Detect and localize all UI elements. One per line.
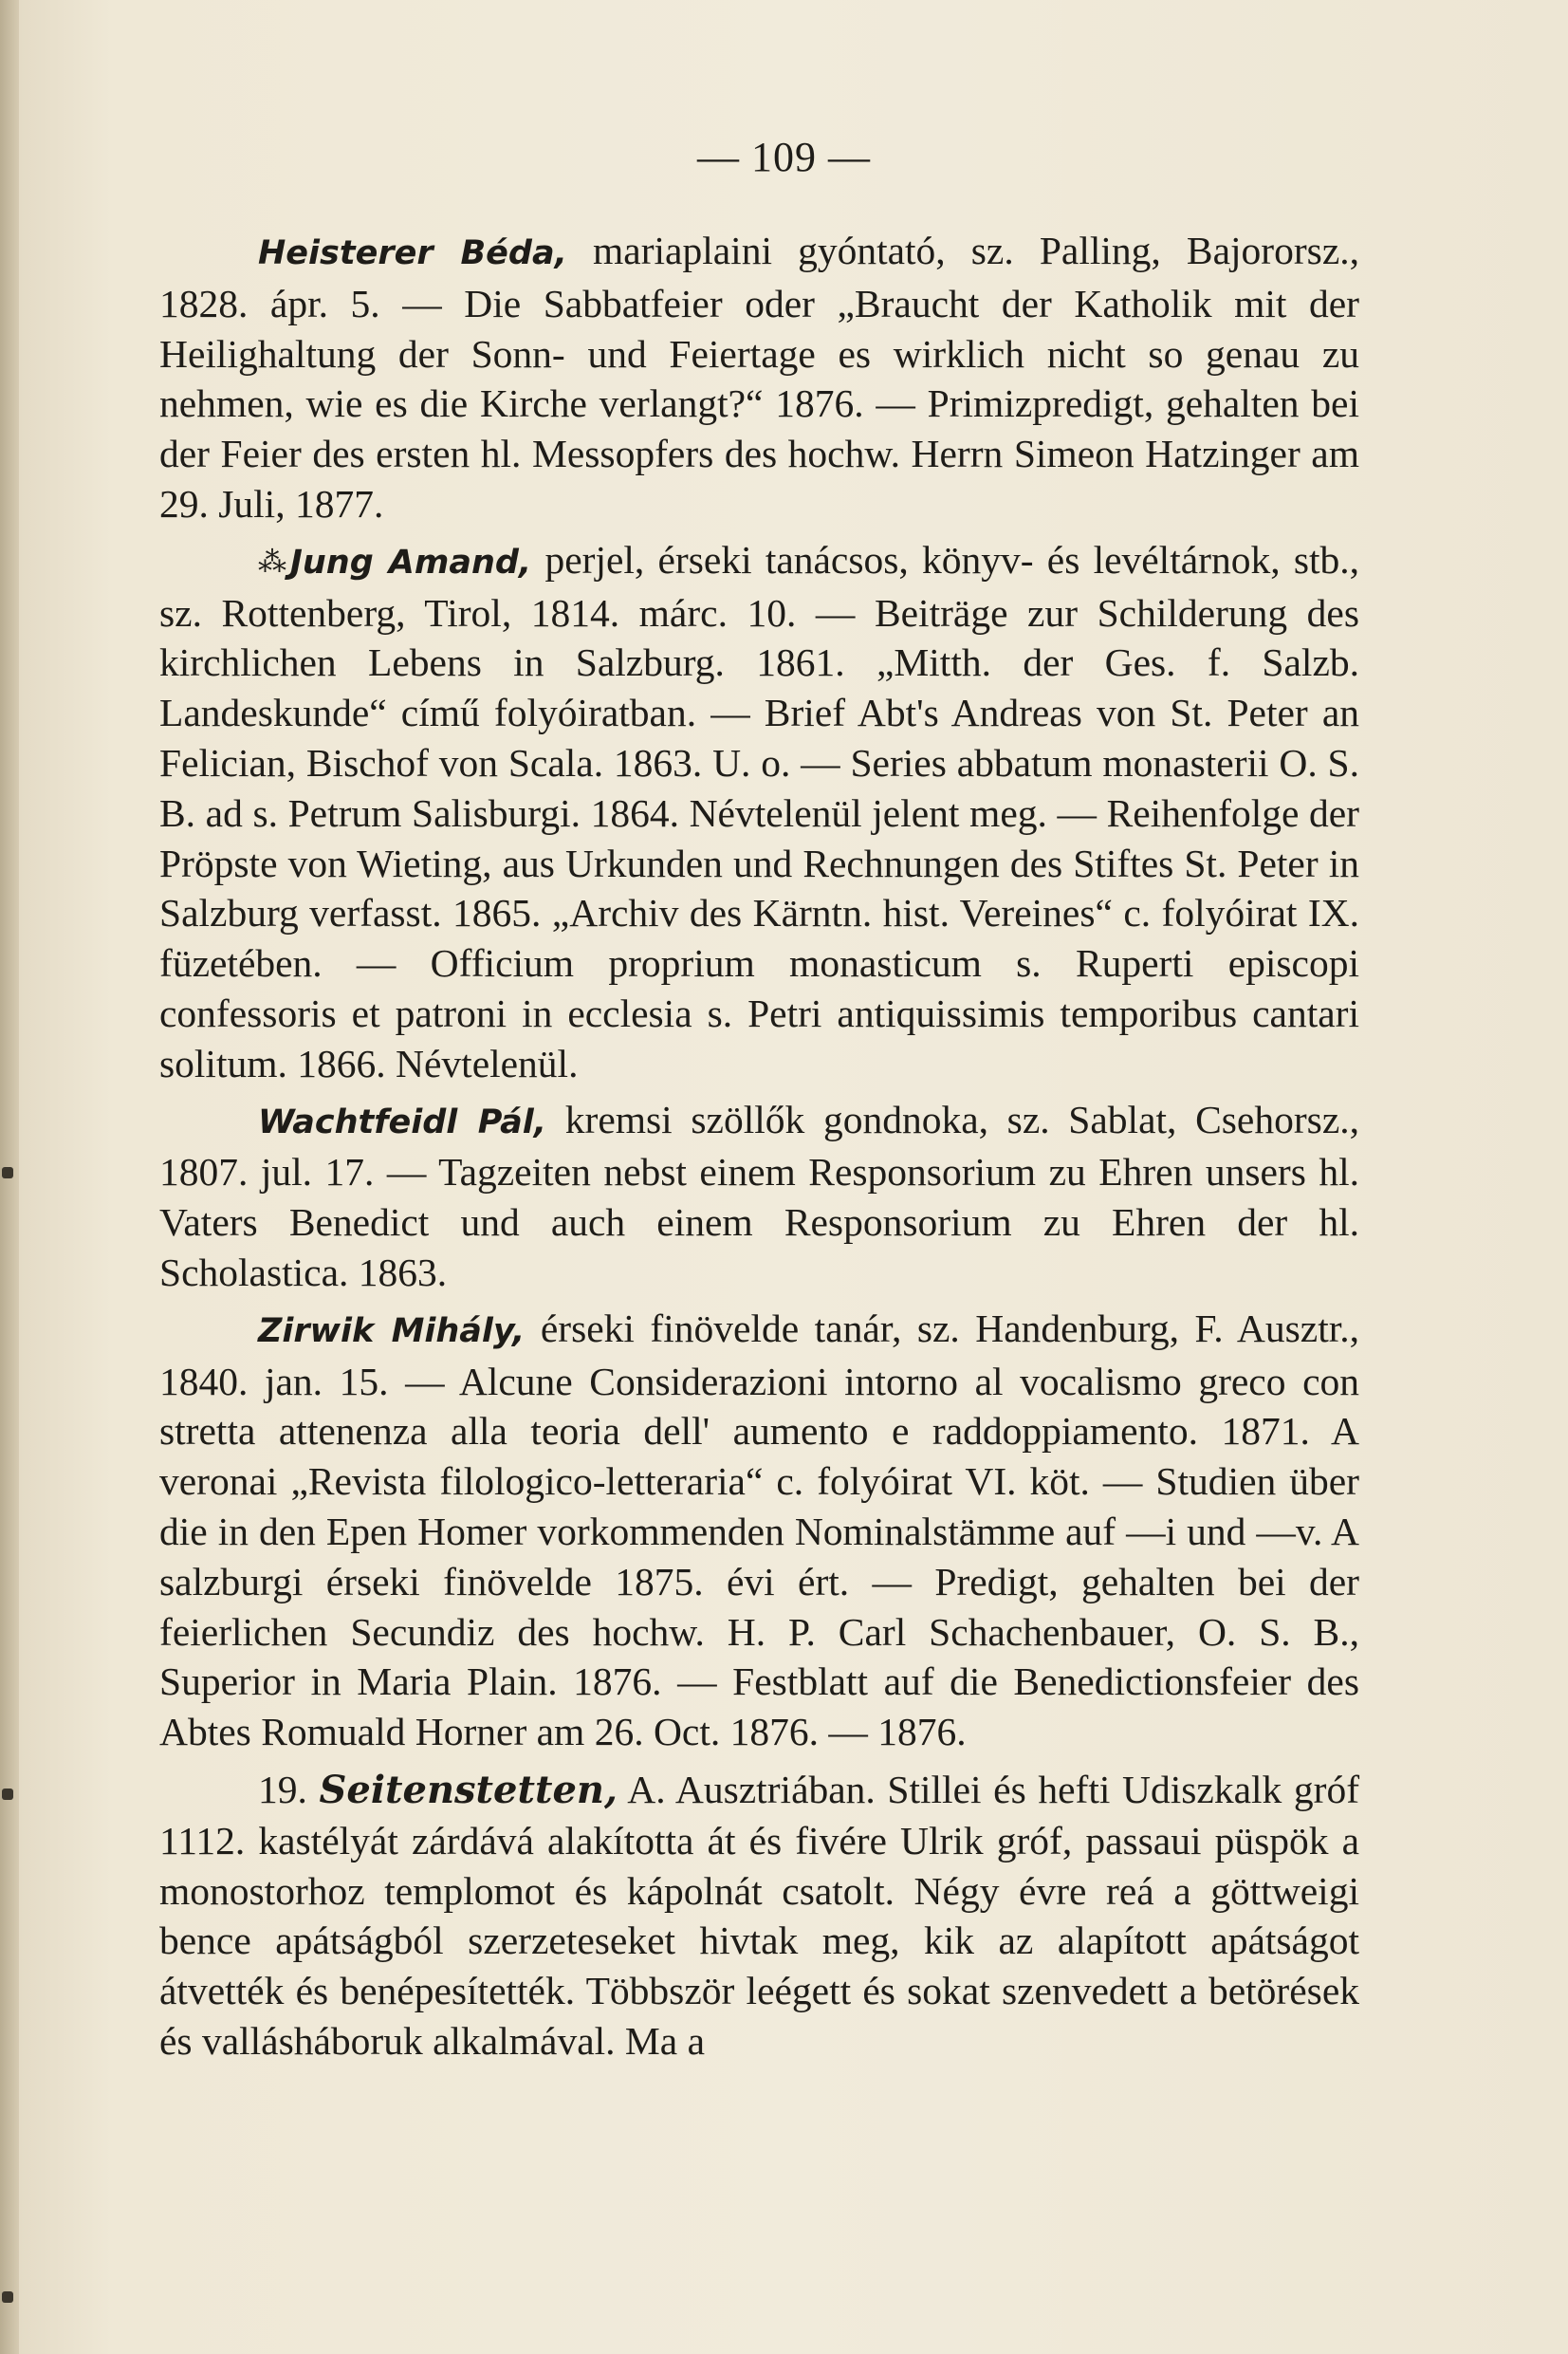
section-seitenstetten: [159, 1765, 1359, 2067]
entry-name: Jung Amand,: [289, 543, 532, 582]
section-number: 19.: [258, 1767, 320, 1811]
section-place: Seitenstetten,: [319, 1767, 618, 1812]
body-text: [159, 226, 1359, 2072]
margin-mark: [2, 1167, 13, 1178]
entry-heisterer: [159, 226, 1359, 529]
entry-name: Zirwik Mihály,: [258, 1311, 526, 1350]
asterisk-mark: ⁂: [258, 546, 290, 578]
entry-name: Wachtfeidl Pál,: [258, 1103, 547, 1141]
margin-mark: [2, 2291, 13, 2303]
page-number: — 109 —: [697, 134, 871, 180]
entry-zirwik: [159, 1304, 1359, 1757]
section-text: A. Ausztriában. Stillei és hefti Udiszkalk gróf 1112. kastélyát zárdává alakította át és fivére Ulrik gróf, passaui püspök a monostorhoz templomot és kápolnát csatolt. Négy évre reá a göttweigi bence apátságból szerzeteseket hivtak meg, kik az alapított apátságot átvették és benépesítették. Többször leégett és sokat szenvedett a betörések és vallásháboruk alkalmával. Ma a: [159, 1767, 1360, 2063]
entry-text: mariaplaini gyóntató, sz. Palling, Bajororsz., 1828. ápr. 5. — Die Sabbatfeier oder „Braucht der Katholik mit der Heilighaltung der Sonn- und Feiertage es wirklich nicht so genau zu nehmen, wie es die Kirche verlangt?“ 1876. — Primizpredigt, gehalten bei der Feier des ersten hl. Messopfers des hochw. Herrn Simeon Hatzinger am 29. Juli, 1877.: [159, 229, 1359, 526]
entry-wachtfeidl: [159, 1095, 1359, 1298]
entry-text: kremsi szöllők gondnoka, sz. Sablat, Csehorsz., 1807. jul. 17. — Tagzeiten nebst einem Responsorium zu Ehren unsers hl. Vaters Benedict und auch einem Responsorium zu Ehren der hl. Scholastica. 1863.: [159, 1097, 1359, 1294]
entry-name: Heisterer Béda,: [258, 234, 567, 272]
margin-mark: [2, 1789, 13, 1800]
entry-jung: [159, 535, 1359, 1089]
entry-text: perjel, érseki tanácsos, könyv- és levéltárnok, stb., sz. Rottenberg, Tirol, 1814. márc. 10. — Beiträge zur Schilderung des kirchlichen Lebens in Salzburg. 1861. „Mitth. der Ges. f. Salzb. Landeskunde“ című folyóiratban. — Brief Abt's Andreas von St. Peter an Felician, Bischof von Scala. 1863. U. o. — Series abbatum monasterii O. S. B. ad s. Petrum Salisburgi. 1864. Névtelenül jelent meg. — Reihenfolge der Pröpste von Wieting, aus Urkunden und Rechnungen des Stiftes St. Peter in Salzburg verfasst. 1865. „Archiv des Kärntn. hist. Vereines“ c. folyóirat IX. füzetében. — Officium proprium monasticum s. Ruperti episcopi confessoris et patroni in ecclesia s. Petri antiquissimis temporibus cantari solitum. 1866. Névtelenül.: [159, 537, 1360, 1085]
entry-text: érseki finövelde tanár, sz. Handenburg, F. Ausztr., 1840. jan. 15. — Alcune Considerazioni intorno al vocalismo greco con stretta attenenza alla teoria dell' aumento e raddoppiamento. 1871. A veronai „Revista filologico-letteraria“ c. folyóirat VI. köt. — Studien über die in den Epen Homer vorkommenden Nominalstämme auf —i und —v. A salzburgi érseki finövelde 1875. évi ért. — Predigt, gehalten bei der feierlichen Secundiz des hochw. H. P. Carl Schachenbauer, O. S. B., Superior in Maria Plain. 1876. — Festblatt auf die Benedictionsfeier des Abtes Romuald Horner am 26. Oct. 1876. — 1876.: [159, 1306, 1359, 1754]
